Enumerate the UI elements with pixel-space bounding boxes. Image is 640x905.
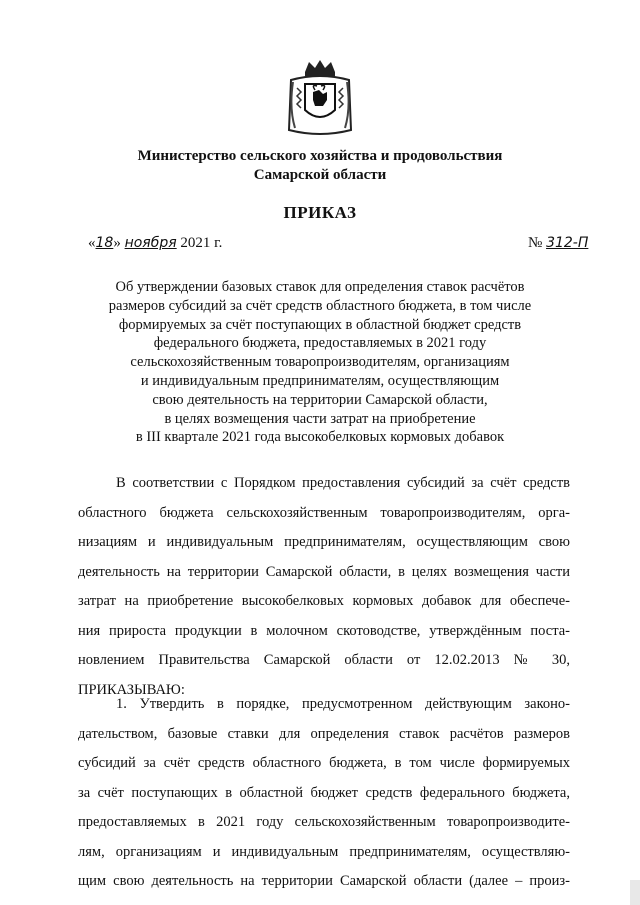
date-open-quote: « — [88, 235, 96, 251]
paragraph-line: областного бюджета сельскохозяйственным товаропроизводителям, орга- — [78, 504, 570, 521]
date-day: 18 — [95, 235, 114, 251]
order-number — [528, 235, 588, 252]
paragraph-line: новлением Правительства Самарской области от 12.02.2013 № 30, — [78, 652, 570, 668]
number-prefix: № — [528, 235, 543, 251]
paragraph-line: лям, организациям и индивидуальным предпринимателям, осуществляю- — [78, 843, 570, 860]
subject-line: формируемых за счёт поступающих в областной бюджет средств — [118, 316, 522, 333]
paragraph-line: ПРИКАЗЫВАЮ: — [78, 681, 185, 698]
paragraph-line: ния прироста продукции в молочном скотоводстве, утверждённым поста- — [78, 622, 570, 639]
paragraph-line: дательством, базовые ставки для определения ставок расчётов размеров — [78, 725, 570, 742]
subject-line: в целях возмещения части затрат на приобретение — [164, 410, 476, 427]
paragraph-line: субсидий за счёт средств областного бюджета, в том числе формируемых — [78, 755, 570, 771]
subject-line: и индивидуальным предпринимателям, осуществляющим — [140, 372, 500, 389]
coat-of-arms-icon — [285, 58, 355, 138]
paragraph-line: щим свою деятельность на территории Самарской области (далее – произ- — [78, 873, 570, 889]
number-value: 312-П — [546, 235, 589, 251]
preamble-paragraph — [78, 469, 570, 705]
paragraph-line: 1. Утвердить в порядке, предусмотренном действующим законо- — [116, 696, 570, 712]
paragraph-line: за счёт поступающих в областной бюджет средств федерального бюджета, — [78, 784, 570, 801]
order-date — [88, 235, 222, 252]
scan-edge-mark — [630, 880, 640, 905]
paragraph-line: затрат на приобретение высокобелковых кормовых добавок для обеспече- — [78, 593, 570, 609]
subject-line: в III квартале 2021 года высокобелковых кормовых добавок — [135, 429, 505, 446]
order-subject — [70, 278, 570, 447]
order-title: ПРИКАЗ — [283, 203, 357, 222]
paragraph-line: деятельность на территории Самарской области, в целях возмещения части — [78, 563, 570, 580]
clause-1-paragraph — [78, 690, 570, 897]
date-month: ноября — [124, 235, 177, 251]
subject-line: свою деятельность на территории Самарской области, — [152, 391, 488, 408]
subject-line: размеров субсидий за счёт средств областного бюджета, в том числе — [108, 297, 532, 314]
date-close-quote: » — [113, 235, 121, 251]
paragraph-line: В соответствии с Порядком предоставления субсидий за счёт средств — [116, 475, 570, 491]
subject-line: Об утверждении базовых ставок для определения ставок расчётов — [115, 279, 525, 295]
date-year: 2021 г. — [180, 235, 223, 251]
paragraph-line: низациям и индивидуальным предпринимателям, осуществляющим свою — [78, 534, 570, 550]
ministry-name-line2: Самарской области — [253, 167, 387, 183]
subject-line: сельскохозяйственным товаропроизводителям, организациям — [130, 354, 510, 371]
paragraph-line: предоставляемых в 2021 году сельскохозяйственным товаропроизводите- — [78, 814, 570, 830]
ministry-name-line1: Министерство сельского хозяйства и продовольствия — [137, 148, 503, 164]
subject-line: федерального бюджета, предоставляемых в 2021 году — [153, 335, 487, 352]
